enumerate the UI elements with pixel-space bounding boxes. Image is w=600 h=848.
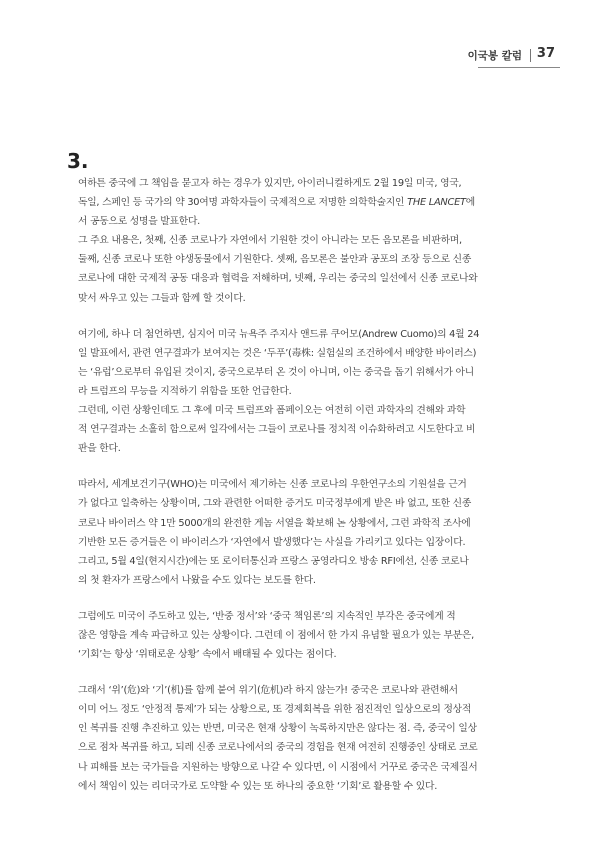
paragraph-3 (69, 325, 531, 401)
text-line: 적 연구결과는 소홀히 함으로써 일각에서는 그들이 코로나를 정치적 이슈화하려고 시도한다고 비 (78, 424, 476, 436)
paragraph-5 (69, 475, 531, 551)
paragraph-2 (69, 231, 531, 307)
text-line: 그럼에도 미국이 주도하고 있는, ‘반중 정서’와 ‘중국 책임론’의 지속적인 부각은 중국에게 적 (78, 610, 456, 622)
page-number: 37 (536, 46, 555, 61)
text-line: 나 피해를 보는 국가들을 지원하는 방향으로 나갈 수 있다면, 이 시점에서 거꾸로 중국은 국제질서 (78, 761, 478, 773)
text-line: 판을 한다. (78, 443, 121, 455)
text-line: 여기에, 하나 더 첨언하면, 심지어 미국 뉴욕주 주지사 앤드류 쿠어모(Andrew Cuomo)의 4월 24 (78, 328, 480, 340)
paragraph-4 (69, 401, 531, 458)
text-line: 맞서 싸우고 있는 그들과 함께 할 것이다. (78, 292, 246, 304)
paragraph-7 (69, 607, 531, 664)
journal-name: THE LANCET (407, 197, 466, 209)
column-title: 이국봉 칼럼 (467, 50, 522, 62)
text-line: 라 트럼프의 무능을 지적하기 위함을 또한 언급한다. (78, 385, 292, 397)
text-line: 일 발표에서, 관련 연구결과가 보여지는 것은 ‘두푸’(毒株: 실험실의 조건하에서 배양한 바이러스) (78, 347, 477, 359)
text-line: 는 ‘유럽’으로부터 유입된 것이지, 중국으로부터 온 것이 아니며, 이는 중국을 돕기 위해서가 아니 (78, 366, 474, 378)
text-line: 인 복귀를 진행 추진하고 있는 반면, 미국은 현재 상황이 녹록하지만은 않다는 점. 즉, 중국이 일상 (78, 723, 477, 735)
text-line: 그런데, 이런 상황인데도 그 후에 미국 트럼프와 폼페이오는 여전히 이런 과학자의 견해와 과학 (78, 405, 466, 417)
text-line: ‘기회’는 항상 ‘위태로운 상황’ 속에서 배태될 수 있다는 점이다. (78, 649, 337, 661)
text-line: 코로나에 대한 국제적 공동 대응과 협력을 저해하며, 넷째, 우리는 중국의 일선에서 신종 코로나와 (78, 273, 478, 285)
text-line: 그리고, 5월 4일(현지시간)에는 또 로이터통신과 프랑스 공영라디오 방송 RFI에선, 신종 코로나 (78, 555, 469, 567)
paragraph-1 (69, 174, 531, 231)
section-number: 3. (67, 149, 89, 173)
text-line: 잖은 영향을 계속 파급하고 있는 상황이다. 그런데 이 점에서 한 가지 유념할 필요가 있는 부분은, (78, 629, 474, 641)
text-line: 여하튼 중국에 그 책임을 묻고자 하는 경우가 있지만, 아이러니컬하게도 2월 19일 미국, 영국, (78, 178, 462, 189)
text-line: 이미 어느 정도 ‘안정적 통제’가 되는 상황으로, 또 경제회복을 위한 점진적인 일상으로의 정상적 (78, 704, 472, 716)
text-line: 가 없다고 일축하는 상황이며, 그와 관련한 어떠한 증거도 미국정부에게 받은 바 없고, 또한 신종 (78, 498, 472, 510)
header-divider (530, 49, 531, 62)
paragraph-8 (69, 681, 531, 796)
text-line: 에서 책임이 있는 리더국가로 도약할 수 있는 또 하나의 중요한 ‘기회’로 활용할 수 있다. (78, 780, 438, 792)
text-line: 으로 점차 복귀를 하고, 되레 신종 코로나에서의 중국의 경험을 현재 여전히 진행중인 상태로 코로 (78, 742, 478, 754)
text-line: 둘째, 신종 코로나 또한 야생동물에서 기원한다. 셋째, 음모론은 불안과 공포의 조장 등으로 신종 (78, 254, 472, 266)
text-line: 서 공동으로 성명을 발표한다. (78, 216, 201, 228)
page-header (0, 46, 600, 66)
text-line: 그래서 ‘위’(危)와 ‘기’(机)를 함께 붙여 위기(危机)라 하지 않는가! 중국은 코로나와 관련해서 (78, 685, 458, 697)
text-line: 코로나 바이러스 약 1만 5000개의 완전한 게놈 서열을 확보해 논 상황에서, 그런 과학적 조사에 (78, 517, 471, 529)
article-body (69, 150, 531, 796)
text-line: 의 첫 환자가 프랑스에서 나왔을 수도 있다는 보도를 한다. (78, 574, 316, 586)
paragraph-6 (69, 552, 531, 590)
header-rule (478, 67, 560, 68)
text-line: 기반한 모든 증거들은 이 바이러스가 ‘자연에서 발생했다’는 사실을 가리키고 있다는 입장이다. (78, 536, 466, 548)
text-line: 그 주요 내용은, 첫째, 신종 코로나가 자연에서 기원한 것이 아니라는 모든 음모론을 비판하며, (78, 235, 462, 247)
text-line: 따라서, 세계보건기구(WHO)는 미국에서 제기하는 신종 코로나의 우한연구소의 기원설을 근거 (78, 479, 467, 491)
text-line: 독일, 스페인 등 국가의 약 30여명 과학자들이 국제적으로 저명한 의학학술지인 THE LANCET에 (78, 197, 475, 209)
